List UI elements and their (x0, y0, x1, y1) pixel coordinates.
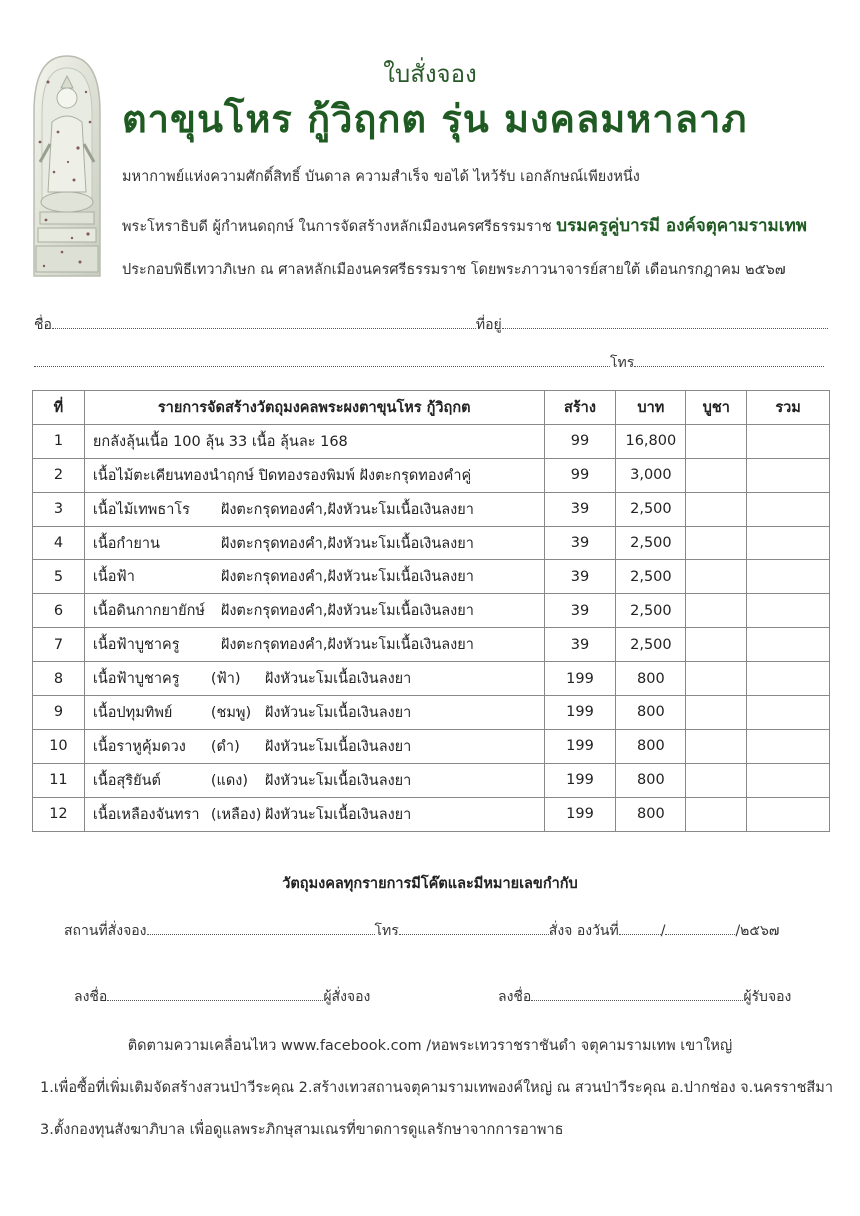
purpose-line-2: 3.ตั้งกองทุนสังฆาภิบาล เพื่อดูแลพระภิกษุสามเณรที่ขาดการดูแลรักษาจากการอาพาธ (40, 1122, 564, 1138)
row-price: 2,500 (616, 560, 686, 594)
table-row (33, 662, 830, 696)
table-row (33, 492, 830, 526)
row-item (84, 458, 544, 492)
row-item (84, 594, 544, 628)
table-row (33, 560, 830, 594)
item-detail: ฝังตะกรุดทองคำ,ฝังหัวนะโมเนื้อเงินลงยา (220, 535, 474, 552)
table-body (33, 424, 830, 831)
row-created: 199 (544, 729, 616, 763)
item-material: เนื้อปทุมทิพย์ (92, 704, 173, 721)
date-separator: / (660, 923, 666, 939)
address-field[interactable] (502, 316, 828, 329)
item-material: เนื้อไม้เทพธาโร (92, 501, 190, 518)
intro-line-2-prefix: พระโหราธิบดี ผู้กำหนดฤกษ์ ในการจัดสร้างหลักเมืองนครศรีธรรมราช (122, 219, 552, 235)
row-number: 6 (33, 594, 85, 628)
row-created: 199 (544, 696, 616, 730)
item-material: เนื้อฟ้าบูชาครู (92, 637, 180, 654)
place-label: สถานที่สั่งจอง (64, 923, 147, 939)
row-total-input[interactable] (747, 763, 830, 797)
row-qty-input[interactable] (686, 662, 747, 696)
item-material: เนื้อสุริยันต์ (92, 772, 161, 789)
header-total: รวม (747, 391, 830, 425)
orderer-signature-field[interactable] (107, 988, 323, 1001)
row-total-input[interactable] (747, 492, 830, 526)
customer-line-2 (34, 352, 824, 374)
row-number: 7 (33, 628, 85, 662)
row-price: 2,500 (616, 526, 686, 560)
item-detail: ฝังตะกรุดทองคำ,ฝังหัวนะโมเนื้อเงินลงยา (220, 501, 474, 518)
row-number: 3 (33, 492, 85, 526)
row-qty-input[interactable] (686, 560, 747, 594)
phone-label: โทร (610, 355, 635, 371)
row-number: 10 (33, 729, 85, 763)
header-price: บาท (616, 391, 686, 425)
row-qty-input[interactable] (686, 492, 747, 526)
row-created: 99 (544, 424, 616, 458)
intro-line-3: ประกอบพิธีเทวาภิเษก ณ ศาลหลักเมืองนครศรีธรรมราช โดยพระภาวนาจารย์สายใต้ เดือนกรกฎาคม ๒๕๖๗ (122, 262, 786, 278)
table-row (33, 696, 830, 730)
row-total-input[interactable] (747, 560, 830, 594)
row-item (84, 797, 544, 831)
row-total-input[interactable] (747, 458, 830, 492)
table-row (33, 526, 830, 560)
row-total-input[interactable] (747, 797, 830, 831)
orderer-label: ผู้สั่งจอง (323, 989, 371, 1005)
order-date-label: สั่งจ องวันที่ (548, 923, 619, 939)
header-qty: บูชา (686, 391, 747, 425)
order-year: /๒๕๖๗ (735, 923, 780, 939)
footer-phone-label: โทร (374, 923, 399, 939)
row-item (84, 424, 544, 458)
item-material: เนื้อฟ้าบูชาครู (92, 671, 180, 688)
row-qty-input[interactable] (686, 763, 747, 797)
orderer-signature-line (74, 986, 370, 1008)
row-qty-input[interactable] (686, 628, 747, 662)
item-material: ยกลังลุ้นเนื้อ 100 ลุ้น 33 เนื้อ ลุ้นละ 168 (92, 433, 348, 450)
name-field[interactable] (52, 316, 476, 329)
item-material: เนื้อฟ้า (92, 569, 135, 586)
row-price: 800 (616, 763, 686, 797)
row-created: 39 (544, 594, 616, 628)
row-price: 16,800 (616, 424, 686, 458)
row-price: 3,000 (616, 458, 686, 492)
purpose-line-1: 1.เพื่อซื้อที่เพิ่มเติมจัดสร้างสวนป่าวีระคุณ 2.สร้างเทวสถานจตุคามรามเทพองค์ใหญ่ ณ สวนป่าวีระคุณ อ.ปากช่อง จ.นครราชสีมา (40, 1080, 833, 1096)
receiver-signature-field[interactable] (531, 988, 743, 1001)
header-created: สร้าง (544, 391, 616, 425)
row-total-input[interactable] (747, 594, 830, 628)
item-color: (ดำ) (210, 738, 240, 755)
row-created: 39 (544, 560, 616, 594)
item-detail: ฝังหัวนะโมเนื้อเงินลงยา (264, 806, 412, 823)
amulet-name-heading: ตาขุนโหร กู้วิฤกต รุ่น มงคลมหาลาภ (122, 96, 748, 141)
row-item (84, 729, 544, 763)
table-row (33, 797, 830, 831)
row-price: 800 (616, 729, 686, 763)
row-item (84, 526, 544, 560)
follow-facebook-text: ติดตามความเคลื่อนไหว www.facebook.com /หอพระเทวราชราชันดำ จตุคามรามเทพ เขาใหญ่ (127, 1038, 733, 1054)
item-detail: ฝังตะกรุดทองคำ,ฝังหัวนะโมเนื้อเงินลงยา (220, 637, 474, 654)
row-total-input[interactable] (747, 628, 830, 662)
row-price: 800 (616, 797, 686, 831)
row-price: 800 (616, 696, 686, 730)
row-number: 5 (33, 560, 85, 594)
table-row (33, 729, 830, 763)
row-number: 8 (33, 662, 85, 696)
item-detail: ฝังหัวนะโมเนื้อเงินลงยา (264, 704, 412, 721)
item-detail: ฝังหัวนะโมเนื้อเงินลงยา (264, 671, 412, 688)
table-row (33, 763, 830, 797)
row-created: 199 (544, 763, 616, 797)
row-number: 1 (33, 424, 85, 458)
table-row (33, 628, 830, 662)
row-total-input[interactable] (747, 662, 830, 696)
row-qty-input[interactable] (686, 696, 747, 730)
receiver-label: ผู้รับจอง (743, 989, 792, 1005)
row-number: 2 (33, 458, 85, 492)
item-detail: ฝังตะกรุดทองคำ,ฝังหัวนะโมเนื้อเงินลงยา (220, 603, 474, 620)
row-item (84, 763, 544, 797)
row-total-input[interactable] (747, 424, 830, 458)
item-color: (แดง) (210, 772, 249, 789)
row-qty-input[interactable] (686, 729, 747, 763)
row-number: 9 (33, 696, 85, 730)
table-row (33, 458, 830, 492)
row-number: 4 (33, 526, 85, 560)
row-created: 39 (544, 492, 616, 526)
place-field[interactable] (147, 922, 375, 935)
row-total-input[interactable] (747, 696, 830, 730)
order-place-line (64, 920, 779, 942)
row-created: 199 (544, 797, 616, 831)
row-price: 2,500 (616, 492, 686, 526)
row-qty-input[interactable] (686, 458, 747, 492)
address-continued-field[interactable] (34, 354, 610, 367)
row-number: 12 (33, 797, 85, 831)
intro-line-2-emphasis: บรมครูคู่บารมี องค์จตุคามรามเทพ (556, 216, 807, 236)
item-detail: ฝังตะกรุดทองคำ,ฝังหัวนะโมเนื้อเงินลงยา (220, 569, 474, 586)
item-material: เนื้อเหลืองจันทรา (92, 806, 200, 823)
item-material: เนื้อกำยาน (92, 535, 160, 552)
form-title: ใบสั่งจอง (383, 60, 477, 88)
row-total-input[interactable] (747, 526, 830, 560)
code-note: วัตถุมงคลทุกรายการมีโค๊ตและมีหมายเลขกำกับ (282, 876, 578, 892)
table-header-row (33, 391, 830, 425)
receiver-sign-label: ลงชื่อ (498, 989, 532, 1005)
item-material: เนื้อไม้ตะเคียนทองนำฤกษ์ ปิดทองรองพิมพ์ ฝังตะกรุดทองคำคู่ (92, 467, 472, 484)
row-qty-input[interactable] (686, 526, 747, 560)
item-detail: ฝังหัวนะโมเนื้อเงินลงยา (264, 772, 412, 789)
table-row (33, 424, 830, 458)
item-material: เนื้อดินกากยายักษ์ (92, 603, 205, 620)
row-total-input[interactable] (747, 729, 830, 763)
orderer-sign-label: ลงชื่อ (74, 989, 108, 1005)
row-number: 11 (33, 763, 85, 797)
name-label: ชื่อ (34, 317, 52, 333)
table-row (33, 594, 830, 628)
row-qty-input[interactable] (686, 594, 747, 628)
address-label: ที่อยู่ (475, 317, 502, 333)
order-day-field[interactable] (619, 922, 661, 935)
item-material: เนื้อราหูคุ้มดวง (92, 738, 186, 755)
row-created: 199 (544, 662, 616, 696)
item-color: (เหลือง) (210, 806, 262, 823)
row-price: 2,500 (616, 628, 686, 662)
header-item: รายการจัดสร้างวัตถุมงคลพระผงตาขุนโหร กู้วิฤกต (84, 391, 544, 425)
item-color: (ฟ้า) (210, 671, 241, 688)
header-no: ที่ (33, 391, 85, 425)
row-created: 99 (544, 458, 616, 492)
order-table (32, 390, 830, 832)
customer-line-1 (34, 314, 828, 336)
item-color: (ชมพู) (210, 704, 252, 721)
row-item (84, 492, 544, 526)
intro-line-1: มหากาพย์แห่งความศักดิ์สิทธิ์ บันดาล ความสำเร็จ ขอได้ ไหว้รับ เอกลักษณ์เพียงหนึ่ง (122, 169, 640, 185)
receiver-signature-line (498, 986, 791, 1008)
phone-field[interactable] (634, 354, 824, 367)
row-item (84, 560, 544, 594)
row-item (84, 662, 544, 696)
order-month-field[interactable] (665, 922, 735, 935)
intro-line-2 (122, 212, 807, 239)
row-price: 800 (616, 662, 686, 696)
footer-phone-field[interactable] (399, 922, 549, 935)
row-item (84, 696, 544, 730)
row-created: 39 (544, 526, 616, 560)
item-detail: ฝังหัวนะโมเนื้อเงินลงยา (264, 738, 412, 755)
row-created: 39 (544, 628, 616, 662)
row-item (84, 628, 544, 662)
row-qty-input[interactable] (686, 797, 747, 831)
row-qty-input[interactable] (686, 424, 747, 458)
row-price: 2,500 (616, 594, 686, 628)
